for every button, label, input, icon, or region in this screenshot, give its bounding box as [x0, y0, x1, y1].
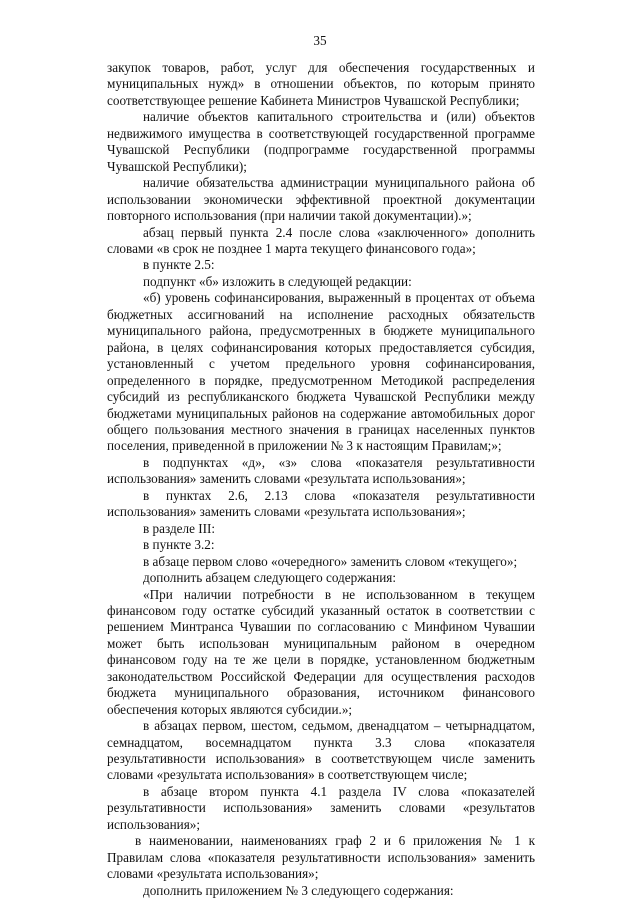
paragraph-12: в абзаце первом слово «очередного» заменить словом «текущего»; — [143, 553, 518, 569]
paragraph-1: закупок товаров, работ, услуг для обеспечения государственных и муниципальных нужд» в отношении объектов, по которым принято соответствующее решение Кабинета Министров Чувашской Республики; — [107, 60, 535, 108]
paragraph-7: «б) уровень софинансирования, выраженный в процентах от объема бюджетных ассигнований на исполнение расходных обязательств муниципального района, предусмотренных в бюджете муниципального района, в целях софинансирования которых предоставляется субсидия, установленный с учетом предельного уровня софинансирования, определенного в порядке, предусмотренном Методикой распределения субсидий из республиканского бюджета Чувашской Республики между бюджетами муниципальных районов на содержание автомобильных дорог общего пользования местного значения в границах населенных пунктов поселения, приведенной в приложении № 3 к настоящим Правилам;»; — [107, 290, 535, 454]
paragraph-2: наличие объектов капитального строительства и (или) объектов недвижимого имущества в соответствующей государственной программе Чувашской Республики (подпрограмме государственной программы Чувашской Республики); — [107, 109, 535, 174]
paragraph-3: наличие обязательства администрации муниципального района об использовании экономически эффективной проектной документации повторного использования (при наличии такой документации).»; — [107, 175, 535, 224]
paragraph-10: в разделе III: — [143, 520, 216, 536]
page-number: 35 — [313, 33, 327, 48]
document-body — [107, 60, 535, 899]
paragraph-4: абзац первый пункта 2.4 после слова «заключенного» дополнить словами «в срок не позднее 1 марта текущего финансового года»; — [107, 224, 535, 256]
paragraph-11: в пункте 3.2: — [143, 537, 215, 553]
paragraph-14: «При наличии потребности в не использованном в текущем финансовом году остатке субсидий указанный остаток в соответствии с решением Минтранса Чувашии по согласованию с Минфином Чувашии может быть использован муниципальным районом в очередном финансовом году на те же цели в порядке, установленном бюджетным законодательством Российской Федерации для осуществления расходов бюджета муниципального образования, источником финансового обеспечения которых являются субсидии.»; — [107, 586, 535, 717]
paragraph-6: подпункт «б» изложить в следующей редакции: — [143, 273, 412, 289]
paragraph-9: в пунктах 2.6, 2.13 слова «показателя результативности использования» заменить словами «результата использования»; — [107, 487, 535, 520]
paragraph-15: в абзацах первом, шестом, седьмом, двенадцатом – четырнадцатом, семнадцатом, восемнадцатом пункта 3.3 слова «показателя результативности использования» в соответствующем числе заменить словами «результата использования» в соответствующем числе; — [107, 718, 535, 783]
paragraph-5: в пункте 2.5: — [143, 257, 215, 273]
paragraph-13: дополнить абзацем следующего содержания: — [143, 570, 397, 586]
paragraph-8: в подпунктах «д», «з» слова «показателя результативности использования» заменить словами «результата использования»; — [107, 454, 535, 487]
paragraph-17: в наименовании, наименованиях граф 2 и 6 приложения № 1 к Правилам слова «показателя результативности использования» заменить словами «результата использования»; — [107, 833, 535, 882]
paragraph-16: в абзаце втором пункта 4.1 раздела IV слова «показателей результативности использования» заменить словами «результатов использования»; — [107, 783, 535, 832]
paragraph-18: дополнить приложением № 3 следующего содержания: — [143, 882, 454, 898]
